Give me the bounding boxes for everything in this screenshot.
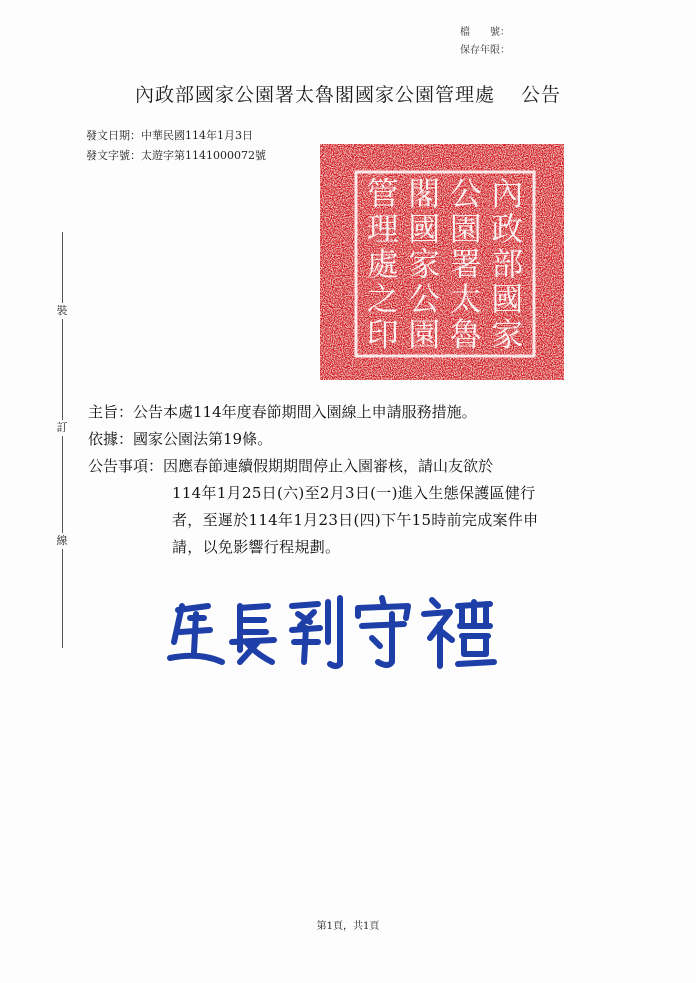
document-meta [86, 126, 266, 166]
seal-glyph: 署 [449, 245, 482, 283]
reference-number-row [86, 146, 266, 166]
basis-text: 國家公園法第19條。 [133, 430, 273, 448]
seal-glyph: 園 [449, 209, 482, 248]
retention-label: 保存年限： [460, 45, 510, 56]
seal-glyph: 公 [408, 280, 441, 319]
items-line-2: 114年1月25日(六)至2月3日(一)進入生態保護區健行 [172, 484, 536, 502]
reference-number-label: 發文字號： [86, 149, 141, 162]
seal-glyph: 處 [366, 245, 399, 283]
items-line-1: 因應春節連續假期期間停止入園審核，請山友欲於 [163, 457, 494, 475]
binding-char-xian: 線 [53, 533, 71, 549]
binding-char-zhuang: 裝 [53, 303, 71, 319]
basis-row [88, 426, 628, 453]
seal-glyph: 公 [449, 174, 482, 213]
seal-glyph: 家 [491, 315, 524, 354]
seal-glyph: 國 [408, 209, 441, 248]
reference-number-value: 太遊字第1141000072號 [141, 149, 266, 162]
document-title [0, 80, 696, 107]
subject-row [88, 399, 628, 426]
seal-glyph: 太 [449, 280, 482, 319]
issue-date-row [86, 126, 266, 146]
agency-name: 內政部國家公園署太魯閣國家公園管理處 [134, 84, 495, 106]
seal-glyph: 國 [491, 280, 524, 319]
notice-body [88, 399, 628, 561]
seal-glyph: 印 [366, 315, 399, 354]
basis-label: 依據： [88, 430, 134, 448]
page-number: 第1頁，共1頁 [316, 921, 380, 932]
file-number-label: 檔 號： [460, 27, 510, 38]
document-type: 公告 [521, 84, 562, 106]
seal-glyph: 內 [491, 174, 524, 213]
seal-glyph: 閣 [408, 174, 441, 213]
seal-glyph: 園 [408, 315, 441, 354]
seal-glyph: 家 [408, 245, 441, 283]
items-line-3: 者，至遲於114年1月23日(四)下午15時前完成案件申 [172, 511, 539, 529]
director-signature [160, 592, 500, 672]
items-row [88, 453, 628, 480]
items-line-4: 請，以免影響行程規劃。 [172, 538, 341, 556]
official-seal [318, 142, 566, 382]
subject-text: 公告本處114年度春節期間入園線上申請服務措施。 [133, 403, 477, 421]
items-label: 公告事項： [88, 457, 164, 475]
archive-fields [460, 24, 510, 60]
binding-char-ding: 訂 [53, 420, 71, 436]
seal-glyph: 理 [366, 209, 399, 248]
seal-glyph: 之 [366, 280, 399, 319]
seal-glyph: 管 [366, 174, 399, 213]
seal-glyph: 政 [491, 209, 524, 248]
seal-glyph: 魯 [449, 315, 482, 354]
subject-label: 主旨： [88, 403, 134, 421]
binding-line [62, 232, 63, 648]
issue-date-label: 發文日期： [86, 129, 141, 142]
issue-date-value: 中華民國114年1月3日 [141, 129, 253, 142]
seal-glyph: 部 [491, 245, 524, 283]
